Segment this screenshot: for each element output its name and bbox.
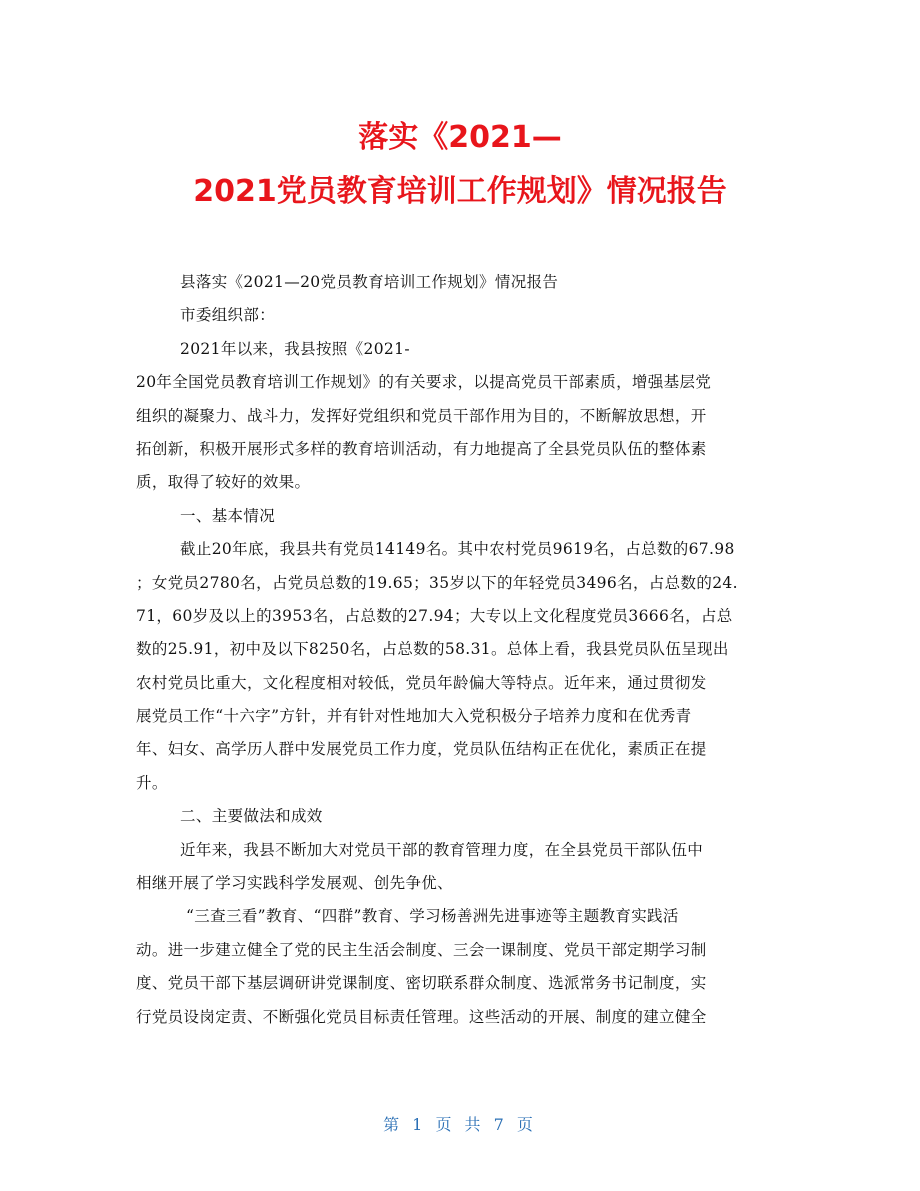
section-heading-1: 一、基本情况: [180, 506, 276, 525]
paragraph-line: 拓创新，积极开展形式多样的教育培训活动，有力地提高了全县党员队伍的整体素: [136, 439, 707, 458]
paragraph-line: 年、妇女、高学历人群中发展党员工作力度，党员队伍结构正在优化，素质正在提: [136, 740, 707, 759]
paragraph-line: ；女党员2780名，占党员总数的19.65；35岁以下的年轻党员3496名，占总数的24.: [136, 573, 738, 592]
document-title-line1: 落实《2021—: [358, 120, 562, 155]
section-heading-2: 二、主要做法和成效: [180, 807, 323, 826]
paragraph-line: 71，60岁及以上的3953名，占总数的27.94；大专以上文化程度党员3666名，占总: [136, 606, 733, 625]
paragraph-line: 农村党员比重大，文化程度相对较低，党员年龄偏大等特点。近年来，通过贯彻发: [136, 673, 707, 692]
document-title-line2: 2021党员教育培训工作规划》情况报告: [193, 174, 727, 209]
paragraph-line: 组织的凝聚力、战斗力，发挥好党组织和党员干部作用为目的，不断解放思想，开: [136, 406, 707, 425]
paragraph-line: 截止20年底，我县共有党员14149名。其中农村党员9619名，占总数的67.98: [180, 540, 735, 559]
paragraph-line: 动。进一步建立健全了党的民主生活会制度、三会一课制度、党员干部定期学习制: [136, 940, 707, 959]
paragraph-line: 度、党员干部下基层调研讲党课制度、密切联系群众制度、选派常务书记制度，实: [136, 974, 707, 993]
page-number-footer: 第 1 页 共 7 页: [383, 1115, 537, 1134]
paragraph-line: 升。: [136, 773, 168, 792]
paragraph-line: 20年全国党员教育培训工作规划》的有关要求，以提高党员干部素质，增强基层党: [136, 373, 712, 392]
salutation: 市委组织部：: [180, 306, 276, 325]
paragraph-line: 数的25.91，初中及以下8250名，占总数的58.31。总体上看，我县党员队伍呈现出: [136, 640, 729, 659]
paragraph-line: 行党员设岗定责、不断强化党员目标责任管理。这些活动的开展、制度的建立健全: [136, 1007, 707, 1026]
paragraph-line: 近年来，我县不断加大对党员干部的教育管理力度，在全县党员干部队伍中: [180, 840, 704, 859]
paragraph-line: “三查三看”教育、“四群”教育、学习杨善洲先进事迹等主题教育实践活: [186, 907, 679, 926]
document-body: [136, 266, 788, 1034]
paragraph-line: 展党员工作“十六字”方针，并有针对性地加大入党积极分子培养力度和在优秀青: [136, 707, 692, 726]
paragraph-line: 相继开展了学习实践科学发展观、创先争优、: [136, 874, 454, 893]
paragraph-line: 2021年以来，我县按照《2021-: [180, 339, 410, 358]
report-subtitle: 县落实《2021—20党员教育培训工作规划》情况报告: [180, 273, 559, 291]
paragraph-line: 质，取得了较好的效果。: [136, 473, 311, 492]
